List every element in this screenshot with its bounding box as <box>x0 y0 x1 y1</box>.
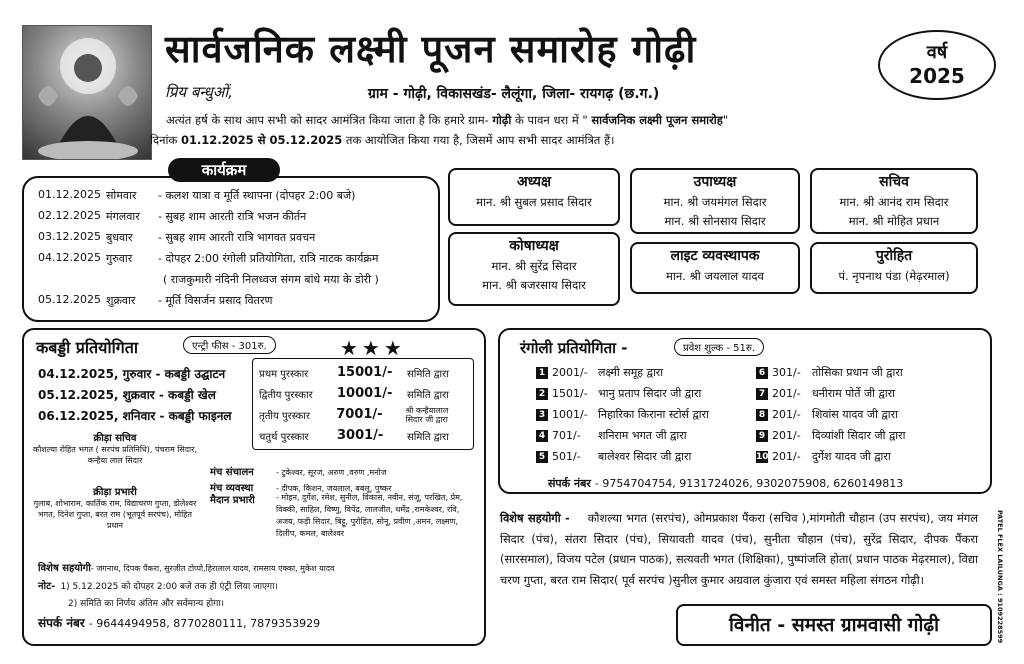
rangoli-prize-row: 9 201/- दिव्यांशी सिदार जी द्वारा <box>756 425 986 446</box>
match-item: 04.12.2025, गुरुवार - कबड्डी उद्घाटन <box>38 367 226 381</box>
invite-dates: 01.12.2025 से 05.12.2025 <box>180 133 343 147</box>
committee-treasurer: कोषाध्यक्ष मान. श्री सुरेंद्र सिदार मान. श्री बजरसाय सिदार <box>448 232 620 306</box>
program-item: 05.12.2025 शुक्रवार - मूर्ति विसर्जन प्रसाद वितरण <box>38 293 273 307</box>
rangoli-prize-row: 2 1501/- भानु प्रताप सिदार जी द्वारा <box>536 383 756 404</box>
rangoli-prize-row: 5 501/- बालेश्वर सिदार जी द्वारा <box>536 446 756 467</box>
committee-light-manager: लाइट व्यवस्थापक मान. श्री जयलाल यादव <box>630 242 800 294</box>
rangoli-prizes-right <box>756 362 986 467</box>
location: ग्राम - गोढ़ी, विकासखंड- लैलूंगा, जिला- रायगढ़ (छ.ग.) <box>368 86 660 102</box>
year-badge <box>878 30 996 100</box>
match-item: 05.12.2025, शुक्रवार - कबड्डी खेल <box>38 388 216 402</box>
invite-text-b: के पावन धरा में " <box>511 113 592 127</box>
sports-incharge: क्रीड़ा प्रभारी गुलाब, शोभाराम, कार्तिक राम, विद्याचरण गुप्ता, डोलेश्वर भगत, दिनेश गुप्ता, बरत राम (भूतपूर्व सरपंच), मोहित प्रधान <box>33 487 197 530</box>
committee-priest: पुरोहित पं. नृपनाथ पंडा (मेढ़रमाल) <box>810 242 978 294</box>
rangoli-prize-row: 6 301/- तोसिका प्रधान जी द्वारा <box>756 362 986 383</box>
committee-secretary: सचिव मान. श्री आनंद राम सिदार मान. श्री मोहित प्रधान <box>810 168 978 234</box>
invite-text-e: तक आयोजित किया गया है, जिसमें आप सभी सादर आमंत्रित हैं। <box>342 133 615 147</box>
rangoli-prize-row: 8 201/- शिवांस यादव जी द्वारा <box>756 404 986 425</box>
match-item: 06.12.2025, शनिवार - कबड्डी फाइनल <box>38 409 232 423</box>
invite-village: गोढ़ी <box>492 113 512 127</box>
program-item: ( राजकुमारी नंदिनी निलध्वज संगम बांधे मया के डोरी ) <box>163 273 379 286</box>
rangoli-prizes-left <box>536 362 756 467</box>
invite-text-d: दिनांक <box>150 133 181 147</box>
rangoli-title: रंगोली प्रतियोगिता - <box>520 339 628 357</box>
rangoli-prize-row: 3 1001/- निहारिका किराना स्टोर्स द्वारा <box>536 404 756 425</box>
invitation-text <box>150 110 996 150</box>
prize-row: द्वितीय पुरस्कार 10001/- समिति द्वारा <box>259 386 449 401</box>
year-value: 2025 <box>909 64 965 88</box>
committee-vice-president: उपाध्यक्ष मान. श्री जयमंगल सिदार मान. श्री सोनसाय सिदार <box>630 168 800 234</box>
invite-text-c: " <box>722 113 729 127</box>
printer-credit: PATEL FLEX LAILUNGA : 9109228599 <box>996 510 1004 644</box>
page-title: सार्वजनिक लक्ष्मी पूजन समारोह गोढ़ी <box>165 27 697 71</box>
special-supporters: विशेष सहयोगी - कौशल्या भगत (सरपंच), ओमप्रकाश पैंकरा (सचिव ),मांगमोती चौहान (उप सरपंच), जय मंगल सिदार (पंच), संतरा सिदार (पंच), सियावती यादव (पंच), सुनीता चौहान (पंच), सुरेंद्र सिदार, दीपक पैंकरा (सारसमाल), विजय पटेल (प्रधान पाठक), सत्यवती भगत (शिक्षिका), पुष्पांजलि होता( प्रधान पाठक मेढ़रमाल), विद्या चरण गुप्ता, बरत राम सिदार( पूर्व सरपंच )सुनील कुमार अग्रवाल कुंजारा एवं समस्त महिला संगठन गोढ़ी। <box>500 511 978 587</box>
program-item: 03.12.2025 बुधवार - सुबह शाम आरती रात्रि भागवत प्रवचन <box>38 230 316 244</box>
committee-president: अध्यक्ष मान. श्री सुबल प्रसाद सिदार <box>448 168 620 226</box>
kabaddi-matches <box>38 364 232 427</box>
program-item: 01.12.2025 सोमवार - कलश यात्रा व मूर्ति स्थापना (दोपहर 2:00 बजे) <box>38 188 356 202</box>
rangoli-prize-row: 4 701/- शनिराम भगत जी द्वारा <box>536 425 756 446</box>
kabaddi-entry-fee: एन्ट्री फीस - 301रु. <box>183 336 276 354</box>
kabaddi-prize-table <box>252 358 474 450</box>
prize-row: तृतीय पुरस्कार 7001/- श्री कन्हैयालाल सिदार जी द्वारा <box>259 405 449 424</box>
prize-row: चतुर्थ पुरस्कार 3001/- समिति द्वारा <box>259 428 449 443</box>
rangoli-prize-row: 7 201/- धनीराम पोर्ते जी द्वारा <box>756 383 986 404</box>
kabaddi-special-support: विशेष सहयोगी- जगनाथ, दिपक पैंकरा, सुरजीत टोप्पो,हिरालाल यादव, रामसाय एक्का, मुकेश यादव <box>38 563 335 574</box>
deity-image <box>22 25 152 160</box>
program-title: कार्यक्रम <box>168 158 280 182</box>
prize-row: प्रथम पुरस्कार 15001/- समिति द्वारा <box>259 365 449 380</box>
program-item: 04.12.2025 गुरुवार - दोपहर 2:00 रंगोली प्रतियोगिता, रात्रि नाटक कार्यक्रम <box>38 251 379 265</box>
rangoli-prize-row: 10 201/- दुर्गेश यादव जी द्वारा <box>756 450 891 463</box>
kabaddi-contact: संपर्क नंबर - 9644494958, 8770280111, 7879353929 <box>38 616 321 630</box>
year-label: वर्ष <box>926 42 948 63</box>
greeting: प्रिय बन्धुओं, <box>165 83 233 101</box>
stage-host: मंच संचालन - टुकेश्वर, सूरज, अरुण ,वरुण ,मनोज <box>210 467 387 478</box>
kabaddi-title: कबड्डी प्रतियोगिता <box>36 338 139 357</box>
rangoli-contact: संपर्क नंबर - 9754704754, 9131724026, 9302075908, 6260149813 <box>548 477 904 490</box>
rangoli-prize-row: 1 2001/- लक्ष्मी समूह द्वारा <box>536 362 756 383</box>
rating-stars: ★★★ <box>340 336 406 360</box>
program-item: 02.12.2025 मंगलवार - सुबह शाम आरती रात्रि भजन कीर्तन <box>38 209 307 223</box>
kabaddi-notes: नोट- 1) 5.12.2025 को दोपहर 2:00 बजे तक ही एंट्री लिया जाएगा। 2) समिति का निर्णय अंतिम और सर्वमान्य होगा। <box>38 581 278 609</box>
invite-text-a: अत्यंत हर्ष के साथ आप सभी को सादर आमंत्रित किया जाता है कि हमारे ग्राम- <box>166 113 493 127</box>
program-list <box>38 188 438 314</box>
rangoli-fee: प्रवेश शुल्क - 51रु. <box>674 338 764 356</box>
invite-event: सार्वजनिक लक्ष्मी पूजन समारोह <box>591 113 723 127</box>
stage-arrangement: मंच व्यवस्था - दीपक, किशन, जयलाल, बबलू, पुष्कर <box>210 483 392 494</box>
sports-secretary: क्रीड़ा सचिव कौशल्या रोहित भगत ( सरपंच प्रतिनिधि), पंचराम सिदार, कन्हैया लाल सिदार <box>33 433 197 465</box>
signoff: विनीत - समस्त ग्रामवासी गोढ़ी <box>676 604 992 646</box>
ground-incharge: मैदान प्रभारी - मोहन, दुर्गेश, रमेश, सुनील, विकास, नवीन, संजू, परखित, प्रेम, विक्की, साहिल, विष्णु, विपेंद्र, लालजीत, धर्मेंद्र ,रामकेश्वर, रवि, अजय, फड़ी सिदार, बिट्टू, पुरोहित, सोनू, प्रवीण ,अमन, लक्ष्मण, दिलीप, कमल, बालेश्वर <box>210 493 463 538</box>
